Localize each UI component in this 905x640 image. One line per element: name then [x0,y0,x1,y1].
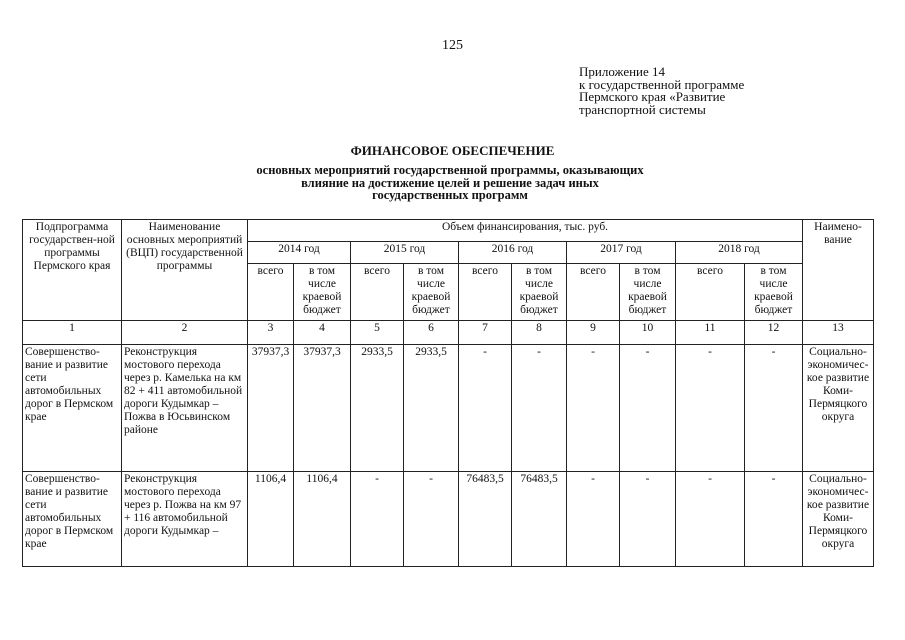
cell-value: 1106,4 [248,472,294,567]
column-number-row [23,321,874,345]
header-total: всего [567,264,620,321]
header-name: Наимено-вание [803,220,874,321]
header-total: всего [248,264,294,321]
appendix-line: транспортной системы [579,101,706,117]
header-total: всего [676,264,745,321]
header-year-2016: 2016 год [459,242,567,264]
cell-value: 37937,3 [294,345,351,472]
header-regional: в том числе краевой бюджет [620,264,676,321]
subtitle-line: основных мероприятий государственной программы, оказывающих [256,163,644,177]
document-title: ФИНАНСОВОЕ ОБЕСПЕЧЕНИЕ [350,143,555,158]
header-total: всего [351,264,404,321]
cell-value: - [351,472,404,567]
cell-value: - [676,345,745,472]
header-year-2014: 2014 год [248,242,351,264]
header-activity: Наименование основных мероприятий (ВЦП) государственной программы [122,220,248,321]
column-number: 4 [294,321,351,345]
column-number: 10 [620,321,676,345]
cell-name: Социально-экономичес-кое развитие Коми-Пермяцкого округа [803,472,874,567]
header-year-2017: 2017 год [567,242,676,264]
appendix-line: Пермского края «Развитие [579,89,726,104]
cell-subprogram: Совершенство-вание и развитие сети автомобильных дорог в Пермском крае [23,472,122,567]
subtitle-line: государственных программ [372,188,528,202]
page-number: 125 [442,38,463,53]
cell-activity: Реконструкция мостового перехода через р. Пожва на км 97 + 116 автомобильной дороги Кудымкар – [122,472,248,567]
financing-table [22,219,874,567]
header-funding: Объем финансирования, тыс. руб. [248,220,803,242]
cell-value: - [620,472,676,567]
cell-value: - [676,472,745,567]
header-regional: в том числе краевой бюджет [294,264,351,321]
column-number: 5 [351,321,404,345]
table-row [23,345,874,472]
column-number: 8 [512,321,567,345]
header-year-2015: 2015 год [351,242,459,264]
cell-value: 2933,5 [351,345,404,472]
cell-value: - [567,345,620,472]
column-number: 12 [745,321,803,345]
cell-value: 76483,5 [512,472,567,567]
header-year-2018: 2018 год [676,242,803,264]
header-total: всего [459,264,512,321]
column-number: 13 [803,321,874,345]
cell-subprogram: Совершенство-вание и развитие сети автомобильных дорог в Пермском крае [23,345,122,472]
column-number: 2 [122,321,248,345]
document-subtitle [212,164,688,202]
header-regional: в том числе краевой бюджет [745,264,803,321]
table-row [23,472,874,567]
column-number: 3 [248,321,294,345]
column-number: 9 [567,321,620,345]
subtitle-line: влияние на достижение целей и решение задач иных [301,175,599,190]
cell-activity: Реконструкция мостового перехода через р. Камелька на км 82 + 411 автомобильной дороги Кудымкар – Пожва в Юсьвинском районе [122,345,248,472]
cell-value: 1106,4 [294,472,351,567]
cell-value: - [567,472,620,567]
cell-value: - [745,345,803,472]
cell-value: 2933,5 [404,345,459,472]
header-regional: в том числе краевой бюджет [404,264,459,321]
appendix-note [579,66,744,116]
column-number: 7 [459,321,512,345]
cell-value: - [620,345,676,472]
cell-value: - [745,472,803,567]
cell-value: 76483,5 [459,472,512,567]
header-regional: в том числе краевой бюджет [512,264,567,321]
cell-value: - [512,345,567,472]
column-number: 11 [676,321,745,345]
appendix-line: Приложение 14 [579,64,666,79]
header-subprogram: Подпрограмма государствен-ной программы Пермского края [23,220,122,321]
cell-value: - [404,472,459,567]
appendix-line: к государственной программе [579,76,745,92]
cell-name: Социально-экономичес-кое развитие Коми-Пермяцкого округа [803,345,874,472]
column-number: 1 [23,321,122,345]
cell-value: 37937,3 [248,345,294,472]
cell-value: - [459,345,512,472]
column-number: 6 [404,321,459,345]
